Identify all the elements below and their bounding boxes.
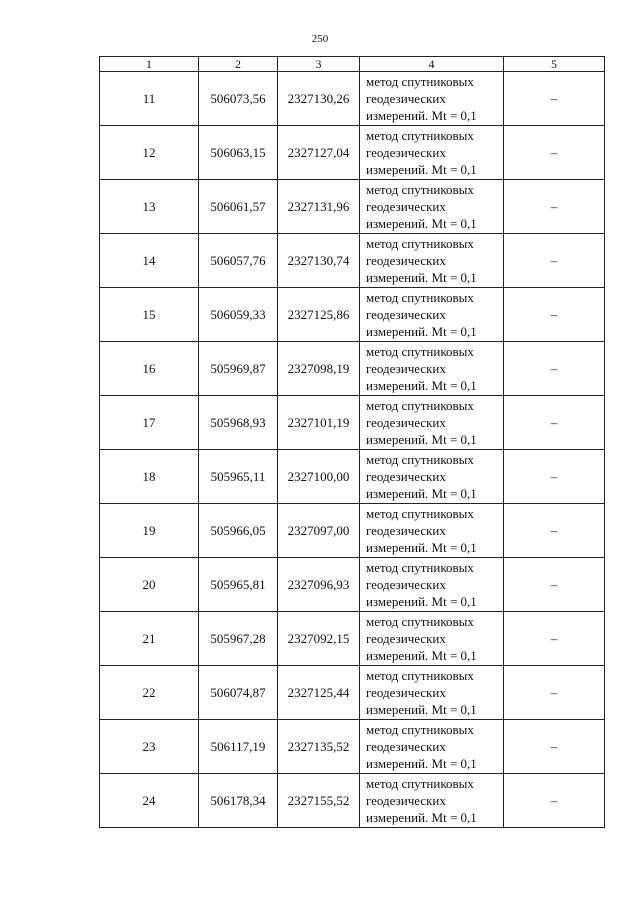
note-cell: –: [504, 396, 605, 450]
y-coordinate-cell: 2327096,93: [278, 558, 360, 612]
header-col-4: 4: [360, 57, 504, 72]
note-cell: –: [504, 504, 605, 558]
method-text-line: метод спутниковых: [366, 722, 474, 737]
point-number-cell: 24: [100, 774, 199, 828]
table-body: [100, 72, 605, 828]
method-text-line: измерений. Mt = 0,1: [366, 324, 477, 339]
note-cell: –: [504, 126, 605, 180]
note-cell: –: [504, 720, 605, 774]
x-coordinate-cell: 506073,56: [199, 72, 278, 126]
method-cell: [360, 504, 504, 558]
table-row: [100, 774, 605, 828]
method-text-line: измерений. Mt = 0,1: [366, 486, 477, 501]
method-text-line: метод спутниковых: [366, 668, 474, 683]
method-text-line: измерений. Mt = 0,1: [366, 162, 477, 177]
x-coordinate-cell: 506063,15: [199, 126, 278, 180]
method-text-line: геодезических: [366, 253, 446, 268]
method-cell: [360, 126, 504, 180]
method-text-line: измерений. Mt = 0,1: [366, 108, 477, 123]
method-text-line: измерений. Mt = 0,1: [366, 810, 477, 825]
method-text-line: геодезических: [366, 415, 446, 430]
method-text-line: геодезических: [366, 469, 446, 484]
x-coordinate-cell: 505967,28: [199, 612, 278, 666]
method-text-line: метод спутниковых: [366, 290, 474, 305]
note-cell: –: [504, 450, 605, 504]
y-coordinate-cell: 2327097,00: [278, 504, 360, 558]
y-coordinate-cell: 2327135,52: [278, 720, 360, 774]
point-number-cell: 23: [100, 720, 199, 774]
method-text-line: геодезических: [366, 307, 446, 322]
note-cell: –: [504, 774, 605, 828]
y-coordinate-cell: 2327130,74: [278, 234, 360, 288]
method-text-line: измерений. Mt = 0,1: [366, 702, 477, 717]
method-cell: [360, 666, 504, 720]
method-text-line: метод спутниковых: [366, 236, 474, 251]
method-text-line: метод спутниковых: [366, 128, 474, 143]
point-number-cell: 19: [100, 504, 199, 558]
method-cell: [360, 342, 504, 396]
point-number-cell: 22: [100, 666, 199, 720]
point-number-cell: 21: [100, 612, 199, 666]
method-cell: [360, 450, 504, 504]
method-text-line: измерений. Mt = 0,1: [366, 648, 477, 663]
method-text-line: геодезических: [366, 631, 446, 646]
x-coordinate-cell: 505969,87: [199, 342, 278, 396]
y-coordinate-cell: 2327092,15: [278, 612, 360, 666]
point-number-cell: 18: [100, 450, 199, 504]
point-number-cell: 17: [100, 396, 199, 450]
table-row: [100, 234, 605, 288]
y-coordinate-cell: 2327155,52: [278, 774, 360, 828]
table-row: [100, 720, 605, 774]
method-cell: [360, 612, 504, 666]
method-text-line: метод спутниковых: [366, 182, 474, 197]
method-text-line: геодезических: [366, 739, 446, 754]
point-number-cell: 14: [100, 234, 199, 288]
note-cell: –: [504, 666, 605, 720]
method-text-line: метод спутниковых: [366, 344, 474, 359]
note-cell: –: [504, 612, 605, 666]
x-coordinate-cell: 506057,76: [199, 234, 278, 288]
table-row: [100, 450, 605, 504]
x-coordinate-cell: 505966,05: [199, 504, 278, 558]
y-coordinate-cell: 2327127,04: [278, 126, 360, 180]
method-text-line: геодезических: [366, 577, 446, 592]
note-cell: –: [504, 288, 605, 342]
table-row: [100, 126, 605, 180]
header-col-2: 2: [199, 57, 278, 72]
method-cell: [360, 234, 504, 288]
method-text-line: геодезических: [366, 199, 446, 214]
method-cell: [360, 774, 504, 828]
y-coordinate-cell: 2327100,00: [278, 450, 360, 504]
coordinates-table: [99, 56, 605, 828]
note-cell: –: [504, 180, 605, 234]
method-text-line: измерений. Mt = 0,1: [366, 432, 477, 447]
method-cell: [360, 72, 504, 126]
y-coordinate-cell: 2327098,19: [278, 342, 360, 396]
note-cell: –: [504, 72, 605, 126]
method-text-line: метод спутниковых: [366, 560, 474, 575]
table-row: [100, 342, 605, 396]
table-header-row: [100, 57, 605, 72]
table-row: [100, 504, 605, 558]
method-text-line: геодезических: [366, 685, 446, 700]
header-col-5: 5: [504, 57, 605, 72]
method-text-line: геодезических: [366, 523, 446, 538]
x-coordinate-cell: 506061,57: [199, 180, 278, 234]
y-coordinate-cell: 2327130,26: [278, 72, 360, 126]
method-text-line: метод спутниковых: [366, 452, 474, 467]
table-row: [100, 396, 605, 450]
method-cell: [360, 558, 504, 612]
x-coordinate-cell: 505968,93: [199, 396, 278, 450]
header-col-3: 3: [278, 57, 360, 72]
method-text-line: измерений. Mt = 0,1: [366, 594, 477, 609]
x-coordinate-cell: 506059,33: [199, 288, 278, 342]
note-cell: –: [504, 234, 605, 288]
method-cell: [360, 396, 504, 450]
method-cell: [360, 720, 504, 774]
table-row: [100, 72, 605, 126]
table-row: [100, 288, 605, 342]
method-text-line: геодезических: [366, 91, 446, 106]
table-row: [100, 558, 605, 612]
point-number-cell: 15: [100, 288, 199, 342]
table-row: [100, 612, 605, 666]
method-text-line: метод спутниковых: [366, 614, 474, 629]
method-text-line: метод спутниковых: [366, 74, 474, 89]
method-text-line: метод спутниковых: [366, 776, 474, 791]
x-coordinate-cell: 506117,19: [199, 720, 278, 774]
method-text-line: измерений. Mt = 0,1: [366, 756, 477, 771]
method-text-line: геодезических: [366, 145, 446, 160]
note-cell: –: [504, 342, 605, 396]
note-cell: –: [504, 558, 605, 612]
method-cell: [360, 180, 504, 234]
x-coordinate-cell: 505965,81: [199, 558, 278, 612]
point-number-cell: 16: [100, 342, 199, 396]
y-coordinate-cell: 2327131,96: [278, 180, 360, 234]
method-cell: [360, 288, 504, 342]
method-text-line: метод спутниковых: [366, 398, 474, 413]
method-text-line: геодезических: [366, 793, 446, 808]
header-col-1: 1: [100, 57, 199, 72]
method-text-line: измерений. Mt = 0,1: [366, 270, 477, 285]
point-number-cell: 13: [100, 180, 199, 234]
point-number-cell: 11: [100, 72, 199, 126]
y-coordinate-cell: 2327125,44: [278, 666, 360, 720]
x-coordinate-cell: 505965,11: [199, 450, 278, 504]
x-coordinate-cell: 506178,34: [199, 774, 278, 828]
method-text-line: геодезических: [366, 361, 446, 376]
point-number-cell: 12: [100, 126, 199, 180]
x-coordinate-cell: 506074,87: [199, 666, 278, 720]
y-coordinate-cell: 2327125,86: [278, 288, 360, 342]
method-text-line: измерений. Mt = 0,1: [366, 540, 477, 555]
table-row: [100, 180, 605, 234]
method-text-line: измерений. Mt = 0,1: [366, 378, 477, 393]
page-number: 250: [311, 33, 329, 45]
method-text-line: метод спутниковых: [366, 506, 474, 521]
method-text-line: измерений. Mt = 0,1: [366, 216, 477, 231]
table-row: [100, 666, 605, 720]
point-number-cell: 20: [100, 558, 199, 612]
y-coordinate-cell: 2327101,19: [278, 396, 360, 450]
